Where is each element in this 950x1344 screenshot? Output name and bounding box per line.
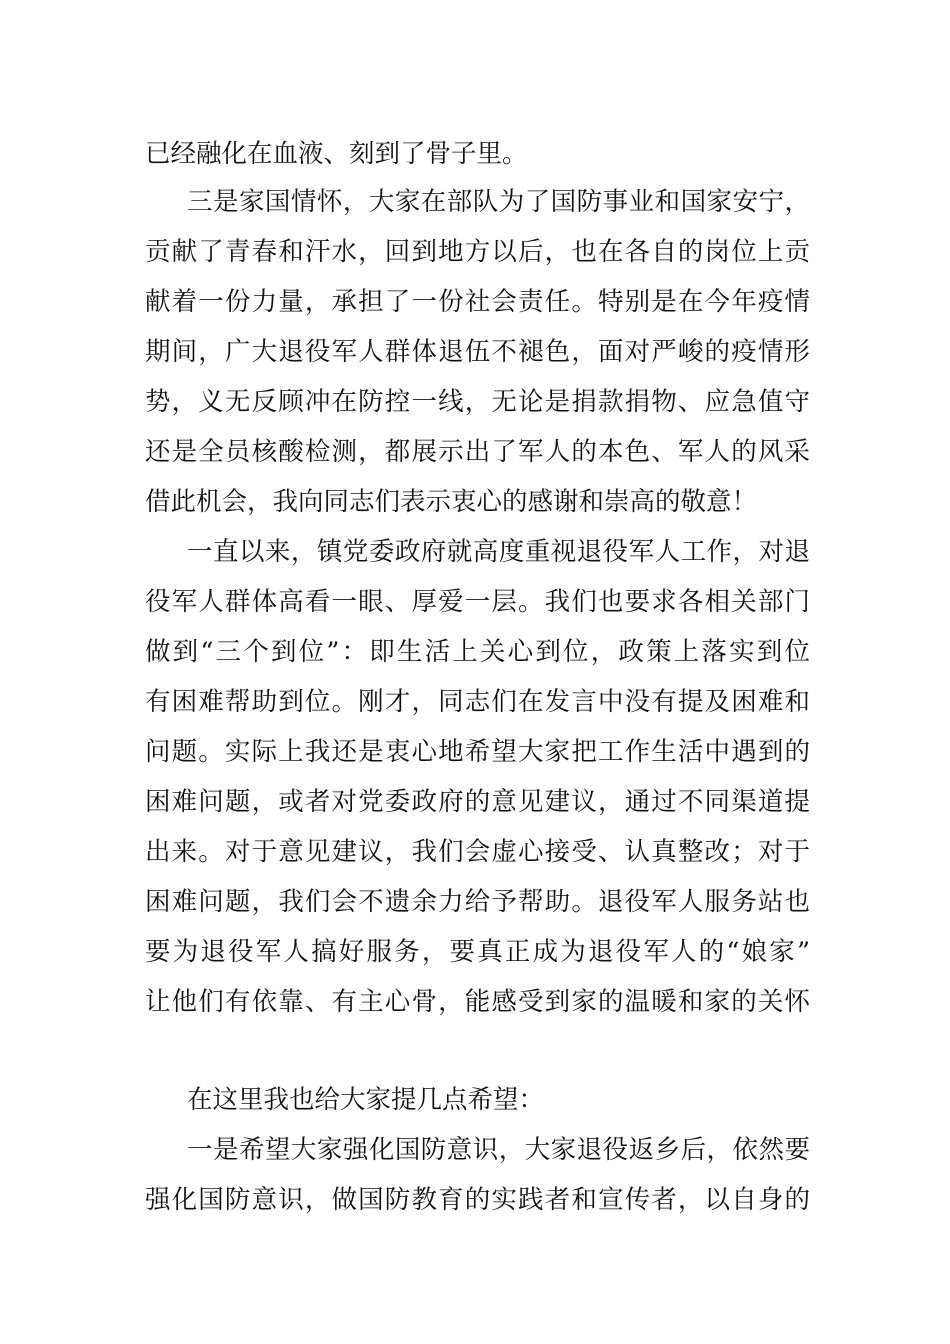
text-line: 还是全员核酸检测，都展示出了军人的本色、军人的风采	[145, 437, 810, 467]
text-line: 一是希望大家强化国防意识，大家退役返乡后，依然要	[187, 1135, 810, 1165]
text-line: 已经融化在血液、刻到了骨子里。	[145, 139, 528, 169]
text-line: 出来。对于意见建议，我们会虚心接受、认真整改；对于	[145, 837, 810, 867]
text-line: 强化国防意识，做国防教育的实践者和宣传者，以自身的	[145, 1185, 810, 1215]
text-line: 让他们有依靠、有主心骨，能感受到家的温暖和家的关怀	[145, 987, 810, 1017]
text-line: 期间，广大退役军人群体退伍不褪色，面对严峻的疫情形	[145, 337, 810, 367]
text-line: 借此机会，我向同志们表示衷心的感谢和崇高的敬意！	[145, 487, 758, 517]
text-line: 困难问题，或者对党委政府的意见建议，通过不同渠道提	[145, 787, 810, 817]
text-line: 一直以来，镇党委政府就高度重视退役军人工作，对退	[187, 537, 810, 567]
text-line: 三是家国情怀，大家在部队为了国防事业和国家安宁，	[187, 187, 810, 217]
text-line: 要为退役军人搞好服务，要真正成为退役军人的“娘家”	[145, 937, 810, 967]
text-line: 困难问题，我们会不遗余力给予帮助。退役军人服务站也	[145, 887, 810, 917]
text-line: 在这里我也给大家提几点希望：	[187, 1085, 545, 1115]
text-line: 役军人群体高看一眼、厚爱一层。我们也要求各相关部门	[145, 587, 810, 617]
text-line: 势，义无反顾冲在防控一线，无论是捐款捐物、应急值守	[145, 387, 810, 417]
text-line: 问题。实际上我还是衷心地希望大家把工作生活中遇到的	[145, 737, 810, 767]
text-line: 献着一份力量，承担了一份社会责任。特别是在今年疫情	[145, 287, 810, 317]
text-line: 做到“三个到位”：即生活上关心到位，政策上落实到位	[145, 637, 810, 667]
text-line: 贡献了青春和汗水，回到地方以后，也在各自的岗位上贡	[145, 237, 810, 267]
text-line: 有困难帮助到位。刚才，同志们在发言中没有提及困难和	[145, 687, 810, 717]
